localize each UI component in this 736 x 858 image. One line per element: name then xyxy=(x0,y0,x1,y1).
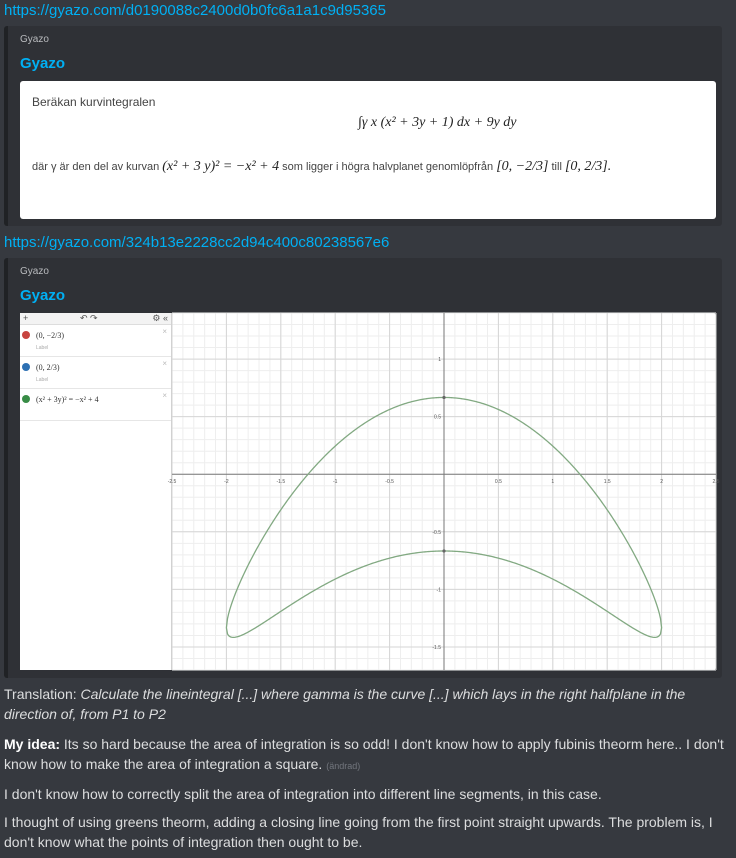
desc-mid: som ligger i högra halvplanet genomlöpfrån xyxy=(282,161,494,173)
idea-label: My idea: xyxy=(4,736,61,752)
expression-toolbar xyxy=(20,313,171,325)
expression-label-toggle[interactable]: Label xyxy=(36,345,49,351)
x-tick-label: 1 xyxy=(551,479,555,486)
y-tick-label: -1.5 xyxy=(432,644,441,651)
close-icon[interactable]: × xyxy=(162,359,167,368)
x-tick-label: -1 xyxy=(332,479,338,486)
problem-integral: ∫γ x (x² + 3y + 1) dx + 9y dy xyxy=(358,115,517,130)
idea-text: Its so hard because the area of integration is so odd! I don't know how to apply fubinis theorm here.. I don't know how to make the area of integration a square. xyxy=(4,736,724,772)
problem-intro: Beräkan kurvintegralen xyxy=(32,95,156,109)
graph-canvas[interactable] xyxy=(167,313,720,670)
expression-label-toggle[interactable]: Label xyxy=(36,377,49,383)
y-tick-label: 1 xyxy=(438,357,441,364)
translation-label: Translation: xyxy=(4,686,81,702)
embed-provider[interactable]: Gyazo xyxy=(20,266,49,277)
problem-description xyxy=(32,159,611,175)
desc-to-word: till xyxy=(551,161,562,173)
desc-from: [0, −2/3] xyxy=(496,159,549,174)
embed-image-problem[interactable] xyxy=(20,81,716,219)
y-tick-label: -1 xyxy=(436,587,441,594)
translation-text: Calculate the lineintegral [...] where gamma is the curve [...] which lays in the right halfplane in the direction of, from P1 to P2 xyxy=(4,686,686,722)
curve-color-icon[interactable] xyxy=(22,395,30,403)
embed-provider[interactable]: Gyazo xyxy=(20,34,49,45)
x-tick-label: 1.5 xyxy=(603,479,611,486)
desc-curve: (x² + 3 y)² = −x² + 4 xyxy=(162,159,280,174)
x-tick-label: 2 xyxy=(660,479,663,486)
x-tick-label: 0.5 xyxy=(494,479,502,486)
embed-title[interactable]: Gyazo xyxy=(20,287,66,304)
x-tick-label: -2.5 xyxy=(167,479,177,486)
embed-link-1[interactable]: https://gyazo.com/d0190088c2400d0b0fc6a1a1c9d95365 xyxy=(4,2,386,19)
idea-paragraph xyxy=(4,734,730,776)
x-tick-label: 2.5 xyxy=(712,479,720,486)
data-point xyxy=(442,549,445,552)
desc-pre: där γ är den del av kurvan xyxy=(32,161,160,173)
close-icon[interactable]: × xyxy=(162,327,167,336)
expression-text[interactable]: (0, 2/3) xyxy=(36,363,60,372)
y-tick-label: -0.5 xyxy=(432,529,441,536)
expression-panel xyxy=(20,313,172,670)
expression-row[interactable] xyxy=(20,357,171,389)
x-tick-label: -1.5 xyxy=(276,479,286,486)
embed-card-2 xyxy=(4,258,722,678)
close-icon[interactable]: × xyxy=(162,391,167,400)
x-tick-label: -2 xyxy=(224,479,229,486)
x-tick-label: -0.5 xyxy=(385,479,394,486)
expression-text[interactable]: (0, −2/3) xyxy=(36,331,65,340)
edited-marker: (ändrad) xyxy=(326,761,361,771)
greens-paragraph: I thought of using greens theorm, adding a closing line going from the first point straight upwards. The problem is, I don't know what the points of integration then ought to be. xyxy=(4,814,713,850)
settings-collapse-buttons[interactable]: ⚙ « xyxy=(152,313,168,323)
expression-text[interactable]: (x² + 3y)² = −x² + 4 xyxy=(36,395,99,404)
expression-row[interactable] xyxy=(20,325,171,357)
undo-redo-buttons[interactable]: ↶ ↷ xyxy=(80,313,98,323)
embed-image-graph[interactable] xyxy=(20,313,720,670)
embed-card-1 xyxy=(4,26,722,226)
y-tick-label: 0.5 xyxy=(434,414,441,421)
embed-title[interactable]: Gyazo xyxy=(20,55,66,72)
translation-paragraph xyxy=(4,684,730,724)
embed-link-2[interactable]: https://gyazo.com/324b13e2228cc2d94c400c80238567e6 xyxy=(4,234,390,251)
point-color-icon[interactable] xyxy=(22,363,30,371)
point-color-icon[interactable] xyxy=(22,331,30,339)
add-expression-button[interactable]: + xyxy=(23,313,29,323)
split-paragraph: I don't know how to correctly split the area of integration into different line segments, in this case. xyxy=(4,786,602,802)
desc-to: [0, 2/3]. xyxy=(564,159,612,174)
expression-row[interactable] xyxy=(20,389,171,421)
data-point xyxy=(442,396,445,399)
